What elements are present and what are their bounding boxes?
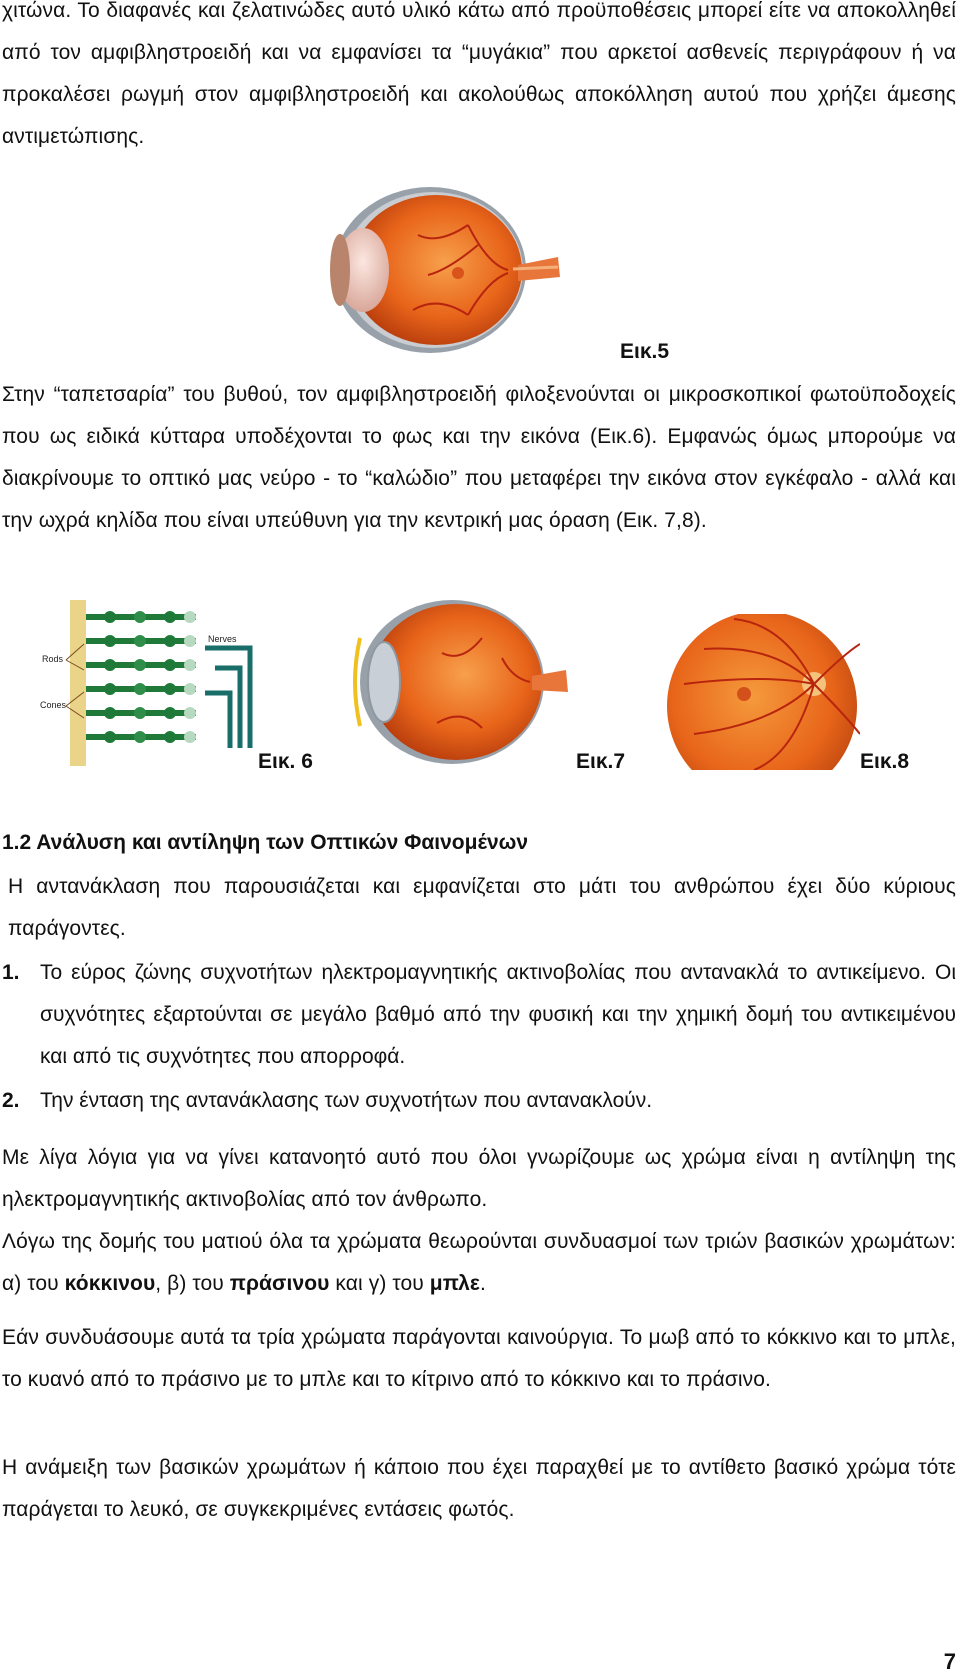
primary-end: . [479, 1272, 486, 1295]
fundus-paragraph: Στην “ταπετσαρία” του βυθού, τον αμφιβληστροειδή φιλοξενούνται οι μικροσκοπικοί φωτοϋποδοχείς που ως ειδικά κύτταρα υποδέχονται το φως και την εικόνα (Εικ.6). Εμφανώς όμως μπορούμε να διακρίνουμε το οπτικό μας νεύρο - το “καλώδιο” που μεταφέρει την εικόνα στον εγκέφαλο - αλλά και την ωχρά κηλίδα που είναι υπεύθυνη για την κεντρική μας όραση (Εικ. 7,8). [2, 383, 956, 532]
intro-paragraph: χιτώνα. Το διαφανές και ζελατινώδες αυτό υλικό κάτω από προϋποθέσεις μπορεί είτε να αποκολληθεί από τον αμφιβληστροειδή και να εμφανίσει τα “μυγάκια” που αρκετοί ασθενείς περιγράφουν ή να προκαλέσει ρωγμή στον αμφιβληστροειδή και ακολούθως αποκόλληση αυτού που χρήζει άμεσης αντιμετώπισης. [2, 0, 956, 148]
factor-text: Το εύρος ζώνης συχνοτήτων ηλεκτρομαγνητικής ακτινοβολίας που αντανακλά το αντικείμενο. Οι συχνότητες εξαρτούνται σε μεγάλο βαθμό από την φυσική και την χημική δομή του αντικειμένου και από τις συχνότητες που απορροφά. [40, 961, 956, 1068]
factor-number: 2. [2, 1089, 20, 1112]
primary-colors-paragraph [2, 1221, 956, 1305]
primary-prefix: Λόγω της δομής του ματιού όλα τα χρώματα θεωρούνται συνδυασμοί των τριών βασικών χρωμάτων: α) του [2, 1230, 956, 1295]
primary-mid-2: και γ) του [329, 1272, 430, 1295]
color-perception-paragraph: Με λίγα λόγια για να γίνει κατανοητό αυτό που όλοι γνωρίζουμε ως χρώμα είναι η αντίληψη της ηλεκτρομαγνητικής ακτινοβολίας από τον άνθρωπο. [2, 1146, 956, 1211]
fig5-caption: Εικ.5 [620, 340, 670, 363]
cones-label: Cones [40, 700, 67, 710]
red-term: κόκκινου [64, 1272, 156, 1295]
white-paragraph: Η ανάμειξη των βασικών χρωμάτων ή κάποιο που έχει παραχθεί με το αντίθετο βασικό χρώμα τότε παράγεται το λευκό, σε συγκεκριμένες εντάσεις φωτός. [2, 1456, 956, 1521]
fundus-figure [664, 614, 860, 770]
combine-paragraph: Εάν συνδυάσουμε αυτά τα τρία χρώματα παράγονται καινούργια. Το μωβ από το κόκκινο και το μπλε, το κυανό από το πράσινο με το μπλε και το κίτρινο από το κόκκινο και το πράσινο. [2, 1326, 956, 1391]
fig6-caption: Εικ. 6 [258, 750, 313, 773]
rods-label: Rods [42, 654, 64, 664]
reflection-intro-paragraph: Η αντανάκλαση που παρουσιάζεται και εμφανίζεται στο μάτι του ανθρώπου έχει δύο κύριους παράγοντες. [8, 875, 956, 940]
nerves-label: Nerves [208, 634, 237, 644]
photoreceptors-figure [40, 598, 260, 768]
green-term: πράσινου [229, 1272, 330, 1295]
primary-mid-1: , β) του [155, 1272, 230, 1295]
section-heading: 1.2 Ανάλυση και αντίληψη των Οπτικών Φαινομένων [2, 831, 529, 854]
page-number: 7 [943, 1649, 956, 1674]
factor-number: 1. [2, 961, 20, 984]
fig8-caption: Εικ.8 [860, 750, 910, 773]
blue-term: μπλε [429, 1272, 480, 1295]
fig7-caption: Εικ.7 [576, 750, 626, 773]
factor-text: Την ένταση της αντανάκλασης των συχνοτήτων που αντανακλούν. [40, 1089, 653, 1112]
eye-cross-section-figure [318, 185, 564, 355]
eye-lens-figure [352, 598, 570, 766]
